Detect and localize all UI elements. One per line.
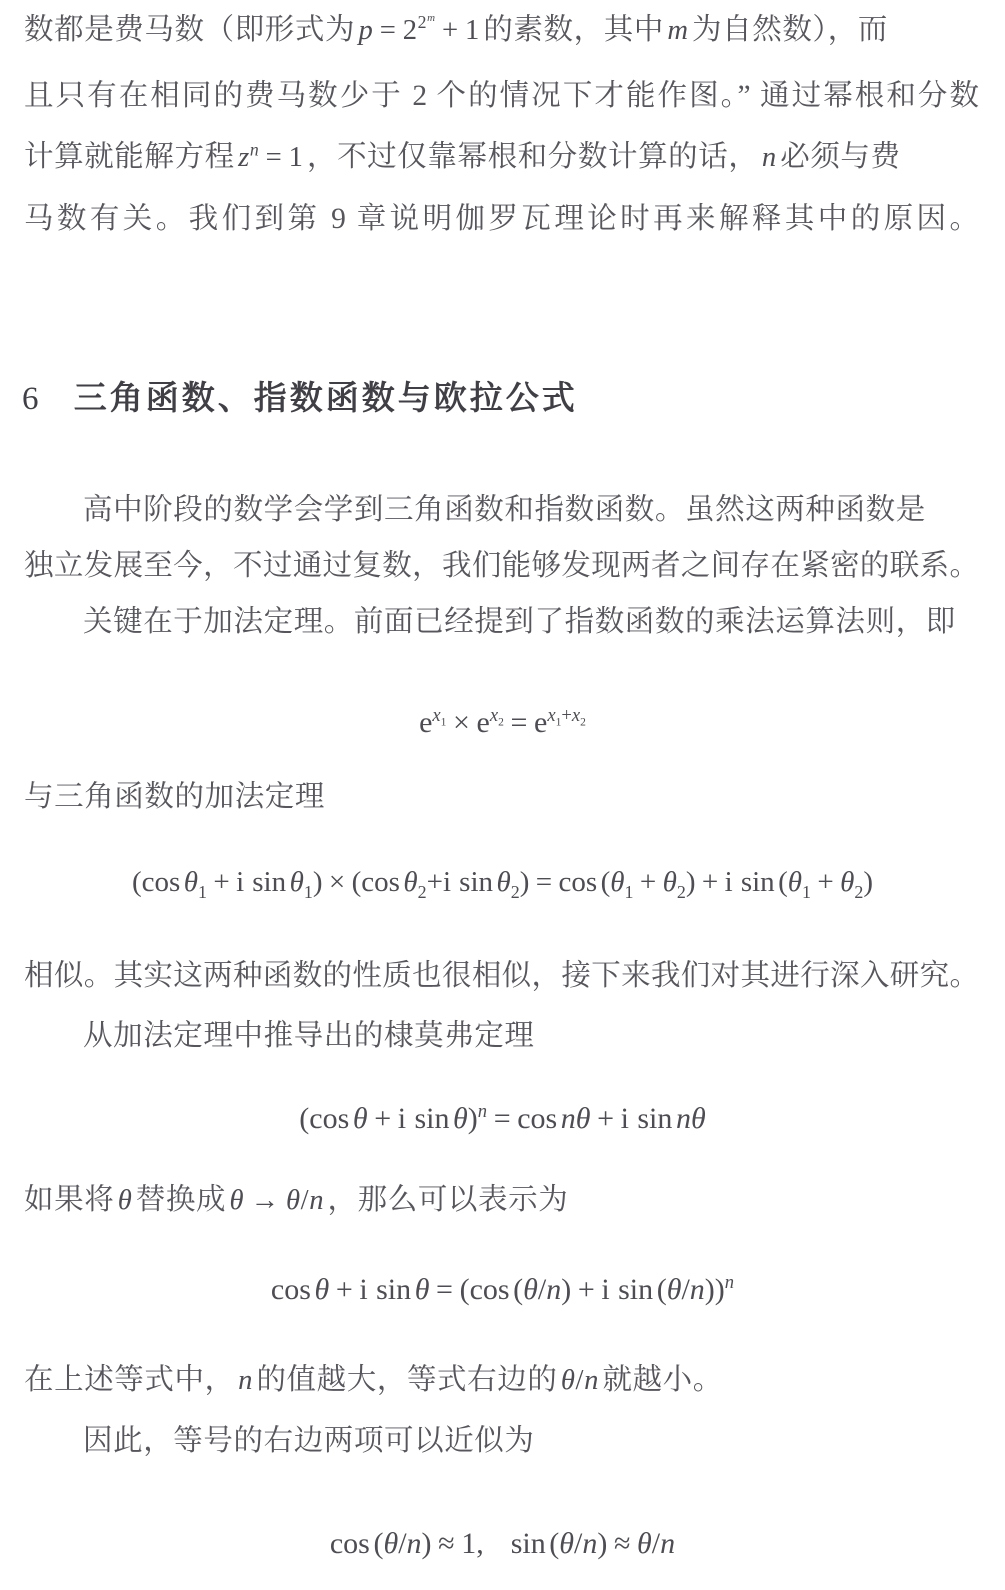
paragraph-2-line-1: 高中阶段的数学会学到三角函数和指数函数。虽然这两种函数是 (83, 494, 926, 526)
paragraph-5-line-1-pre: 在上述等式中， (24, 1364, 235, 1396)
equation-de-moivre-theorem: (cos θ + i sin θ)$^n$ = cos nθ + i sin nθ (299, 1101, 706, 1135)
paragraph-1-line-1-pre: 数都是费马数（即形式为 (24, 14, 356, 46)
paragraph-1-line-3-post: 必须与费 (780, 141, 901, 173)
paragraph-1-line-1-post: 为自然数），而 (692, 14, 888, 46)
inline-math-zn-equals-1: $z^n = 1$ (238, 139, 304, 173)
paragraph-1-line-1 (24, 12, 979, 46)
paragraph-3-line-1: 相似。其实这两种函数的性质也很相似，接下来我们对其进行深入研究。 (24, 960, 979, 992)
paragraph-5-line-1-post: 就越小。 (602, 1364, 723, 1396)
paragraph-1-line-3-mid: ，不过仅靠幂根和分数计算的话， (306, 141, 759, 173)
paragraph-3-line-2: 从加法定理中推导出的棣莫弗定理 (83, 1020, 535, 1052)
inline-var-theta: θ (117, 1185, 133, 1216)
caption-trig-addition: 与三角函数的加法定理 (24, 781, 326, 813)
paragraph-4-line-1-post: ，那么可以表示为 (327, 1184, 569, 1216)
paragraph-4-line-1-mid: 替换成 (135, 1184, 227, 1216)
paragraph-2-line-2: 独立发展至今，不过通过复数，我们能够发现两者之间存在紧密的联系。 (24, 550, 979, 582)
paragraph-5-line-1-mid: 的值越大，等式右边的 (256, 1364, 558, 1396)
paragraph-2-line-3: 关键在于加法定理。前面已经提到了指数函数的乘法运算法则，即 (83, 606, 956, 638)
paragraph-4-line-1-pre: 如果将 (24, 1184, 115, 1216)
section-heading (22, 372, 578, 419)
inline-var-m: m (667, 15, 689, 46)
equation-theta-over-n-substitution: cos θ + i sin θ = (cos (θ/n) + i sin (θ/n))$^n$ (270, 1272, 735, 1306)
paragraph-5-line-2: 因此，等号的右边两项可以近似为 (83, 1425, 535, 1457)
paragraph-1-line-1-mid: 的素数，其中 (483, 14, 664, 46)
inline-math-theta-over-n: θ/n (560, 1365, 600, 1396)
inline-var-n: n (761, 142, 777, 173)
equation-exponent-multiplication-law: $e^{x_1} \times e^{x_2} = e^{x_1+x_2}$ (419, 705, 586, 739)
paragraph-5-line-1 (24, 1366, 723, 1396)
inline-math-theta-substitution: θ → θ/n (229, 1185, 325, 1216)
inline-var-n-2: n (238, 1365, 254, 1396)
paragraph-1-line-4: 马数有关。我们到第 9 章说明伽罗瓦理论时再来解释其中的原因。 (24, 203, 979, 235)
paragraph-1-line-2: 且只有在相同的费马数少于 2 个的情况下才能作图。” 通过幂根和分数 (24, 80, 979, 112)
inline-math-fermat-prime: $p = 2^{2^m} + 1$ (358, 12, 480, 46)
section-number: 6 (22, 381, 40, 417)
equation-trig-addition-theorem: (cos $\theta_1 + i$ $\sin \theta_1) \times (\cos$ $\theta_2+i$ $\sin \theta_2) = \cos (\theta_1 + \theta_2) + i$ $\sin (\theta_1 + \theta_2)$ (131, 866, 874, 902)
section-title: 三角函数、指数函数与欧拉公式 (73, 381, 578, 417)
equation-small-angle-approximation: cos (θ/n) ≈ 1, sin (θ/n) ≈ θ/n (329, 1527, 676, 1560)
paragraph-1-line-3 (24, 139, 979, 173)
paragraph-1-line-3-pre: 计算就能解方程 (24, 141, 235, 173)
paragraph-4-line-1 (24, 1186, 568, 1216)
